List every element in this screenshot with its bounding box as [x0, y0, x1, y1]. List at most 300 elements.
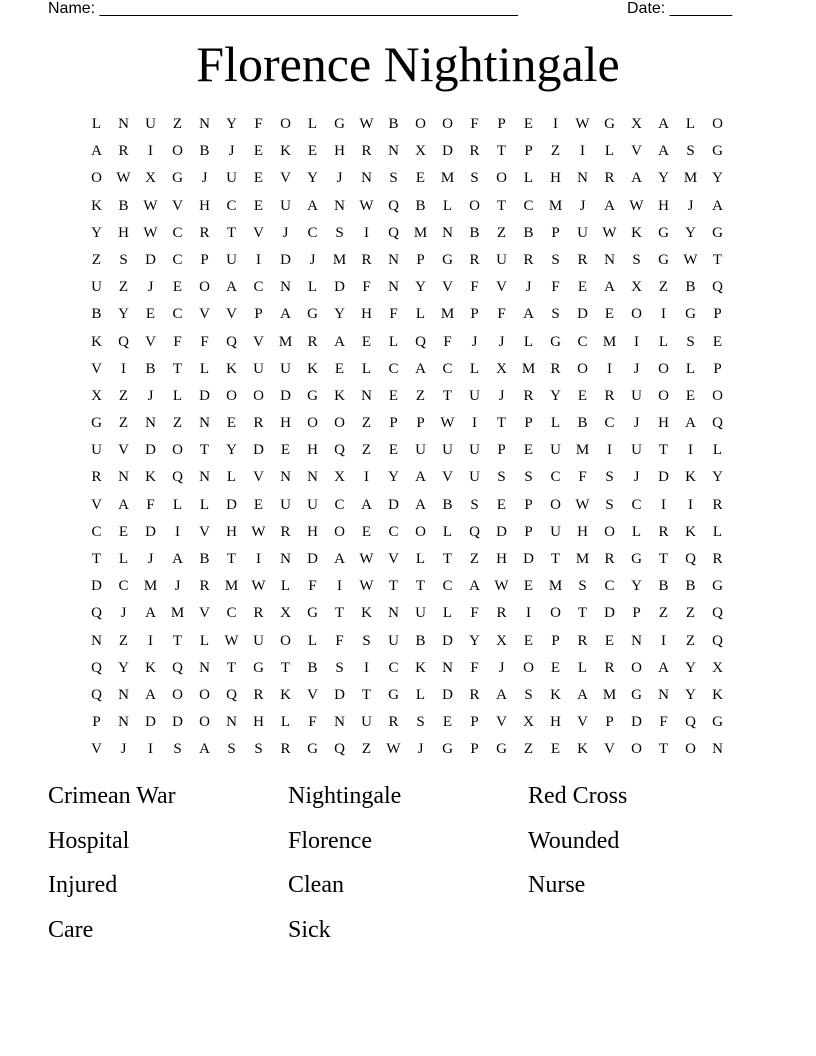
grid-letter[interactable]: S: [551, 251, 560, 268]
grid-letter[interactable]: J: [498, 387, 505, 404]
grid-letter[interactable]: E: [253, 496, 264, 513]
grid-letter[interactable]: L: [118, 551, 129, 567]
grid-letter[interactable]: A: [523, 306, 534, 323]
grid-letter[interactable]: N: [361, 387, 372, 404]
grid-letter[interactable]: J: [120, 605, 127, 622]
grid-letter[interactable]: P: [605, 714, 614, 731]
grid-letter[interactable]: T: [334, 605, 345, 622]
grid-letter[interactable]: C: [334, 496, 345, 513]
grid-letter[interactable]: Z: [658, 279, 669, 296]
grid-letter[interactable]: D: [280, 387, 291, 404]
grid-letter[interactable]: L: [307, 279, 318, 296]
grid-letter[interactable]: N: [334, 197, 345, 214]
grid-letter[interactable]: N: [199, 415, 210, 432]
grid-letter[interactable]: I: [364, 224, 369, 241]
grid-letter[interactable]: O: [91, 170, 102, 187]
grid-letter[interactable]: T: [280, 659, 291, 676]
grid-letter[interactable]: C: [226, 197, 237, 214]
grid-letter[interactable]: N: [388, 251, 399, 268]
grid-letter[interactable]: Q: [415, 333, 426, 350]
grid-letter[interactable]: Z: [118, 415, 129, 432]
grid-letter[interactable]: F: [389, 306, 398, 323]
grid-letter[interactable]: K: [550, 686, 561, 703]
grid-letter[interactable]: K: [280, 143, 291, 160]
grid-letter[interactable]: Y: [712, 170, 723, 187]
grid-letter[interactable]: U: [415, 442, 426, 459]
grid-letter[interactable]: L: [361, 360, 372, 377]
grid-letter[interactable]: M: [575, 551, 590, 567]
grid-letter[interactable]: X: [631, 116, 642, 132]
grid-letter[interactable]: K: [280, 686, 291, 703]
grid-letter[interactable]: W: [359, 578, 374, 595]
grid-letter[interactable]: Q: [712, 605, 723, 622]
grid-letter[interactable]: D: [442, 632, 453, 649]
grid-letter[interactable]: V: [496, 714, 507, 731]
grid-letter[interactable]: K: [334, 387, 345, 404]
grid-letter[interactable]: T: [442, 387, 453, 404]
grid-letter[interactable]: L: [415, 551, 426, 567]
grid-letter[interactable]: U: [415, 605, 426, 622]
grid-letter[interactable]: S: [119, 251, 128, 268]
grid-letter[interactable]: E: [577, 279, 588, 296]
grid-letter[interactable]: L: [172, 496, 183, 513]
grid-letter[interactable]: L: [577, 659, 588, 676]
grid-letter[interactable]: U: [469, 442, 480, 459]
grid-letter[interactable]: Q: [388, 224, 399, 241]
grid-letter[interactable]: H: [658, 197, 669, 214]
grid-letter[interactable]: I: [148, 143, 153, 160]
grid-letter[interactable]: G: [712, 143, 723, 160]
grid-letter[interactable]: U: [577, 224, 588, 241]
grid-letter[interactable]: J: [120, 741, 127, 758]
grid-letter[interactable]: E: [523, 116, 534, 132]
grid-letter[interactable]: N: [604, 251, 615, 268]
grid-letter[interactable]: Z: [91, 251, 102, 268]
grid-letter[interactable]: U: [253, 360, 264, 377]
grid-letter[interactable]: U: [280, 496, 291, 513]
grid-letter[interactable]: L: [172, 387, 183, 404]
grid-letter[interactable]: W: [494, 578, 509, 595]
grid-letter[interactable]: M: [683, 170, 698, 187]
grid-letter[interactable]: J: [579, 197, 586, 214]
grid-letter[interactable]: E: [577, 387, 588, 404]
grid-letter[interactable]: N: [442, 224, 453, 241]
grid-letter[interactable]: J: [417, 741, 424, 758]
grid-letter[interactable]: P: [470, 714, 479, 731]
grid-letter[interactable]: I: [472, 415, 477, 432]
grid-letter[interactable]: J: [336, 170, 343, 187]
grid-letter[interactable]: L: [631, 523, 642, 540]
grid-letter[interactable]: X: [496, 360, 507, 377]
grid-letter[interactable]: C: [388, 523, 399, 540]
grid-letter[interactable]: I: [175, 523, 180, 540]
grid-letter[interactable]: V: [388, 551, 399, 567]
grid-letter[interactable]: V: [307, 686, 318, 703]
grid-letter[interactable]: H: [577, 523, 588, 540]
grid-letter[interactable]: T: [442, 551, 453, 567]
grid-letter[interactable]: P: [470, 306, 479, 323]
grid-letter[interactable]: Q: [685, 551, 696, 567]
grid-letter[interactable]: C: [604, 415, 615, 432]
grid-letter[interactable]: A: [415, 496, 426, 513]
grid-letter[interactable]: L: [685, 116, 696, 132]
grid-letter[interactable]: B: [388, 116, 399, 132]
grid-letter[interactable]: R: [280, 741, 291, 758]
grid-letter[interactable]: R: [604, 551, 615, 567]
grid-letter[interactable]: L: [280, 714, 291, 731]
grid-letter[interactable]: Q: [388, 197, 399, 214]
grid-letter[interactable]: J: [147, 387, 154, 404]
grid-letter[interactable]: R: [118, 143, 129, 160]
grid-letter[interactable]: E: [145, 306, 156, 323]
grid-letter[interactable]: H: [361, 306, 372, 323]
grid-letter[interactable]: K: [91, 197, 102, 214]
grid-letter[interactable]: D: [253, 442, 264, 459]
grid-letter[interactable]: T: [226, 659, 237, 676]
grid-letter[interactable]: E: [685, 387, 696, 404]
grid-letter[interactable]: N: [118, 116, 129, 132]
grid-letter[interactable]: A: [604, 197, 615, 214]
grid-letter[interactable]: C: [118, 578, 129, 595]
grid-letter[interactable]: K: [685, 469, 696, 486]
grid-letter[interactable]: D: [307, 551, 318, 567]
grid-letter[interactable]: N: [388, 605, 399, 622]
grid-letter[interactable]: O: [442, 116, 453, 132]
grid-letter[interactable]: I: [688, 496, 693, 513]
grid-letter[interactable]: E: [253, 197, 264, 214]
grid-letter[interactable]: F: [470, 116, 479, 132]
grid-letter[interactable]: Q: [334, 741, 345, 758]
grid-letter[interactable]: N: [226, 714, 237, 731]
grid-letter[interactable]: S: [389, 170, 398, 187]
grid-letter[interactable]: C: [172, 306, 183, 323]
grid-letter[interactable]: F: [308, 578, 317, 595]
grid-letter[interactable]: M: [170, 605, 185, 622]
grid-letter[interactable]: P: [632, 605, 641, 622]
grid-letter[interactable]: P: [470, 741, 479, 758]
grid-letter[interactable]: T: [658, 551, 669, 567]
grid-letter[interactable]: Y: [226, 442, 237, 459]
grid-letter[interactable]: A: [199, 741, 210, 758]
grid-letter[interactable]: I: [688, 442, 693, 459]
grid-letter[interactable]: I: [121, 360, 126, 377]
grid-letter[interactable]: D: [91, 578, 102, 595]
grid-letter[interactable]: D: [199, 387, 210, 404]
grid-letter[interactable]: Z: [523, 741, 534, 758]
grid-letter[interactable]: S: [551, 306, 560, 323]
grid-letter[interactable]: P: [524, 415, 533, 432]
grid-letter[interactable]: D: [145, 442, 156, 459]
grid-letter[interactable]: G: [631, 551, 642, 567]
grid-letter[interactable]: E: [604, 632, 615, 649]
grid-letter[interactable]: Y: [226, 116, 237, 132]
grid-letter[interactable]: M: [413, 224, 428, 241]
grid-letter[interactable]: G: [712, 714, 723, 731]
grid-letter[interactable]: N: [199, 659, 210, 676]
grid-letter[interactable]: Y: [91, 224, 102, 241]
grid-letter[interactable]: A: [118, 496, 129, 513]
grid-letter[interactable]: D: [577, 306, 588, 323]
grid-letter[interactable]: S: [470, 496, 479, 513]
grid-letter[interactable]: D: [604, 605, 615, 622]
grid-letter[interactable]: E: [415, 170, 426, 187]
grid-letter[interactable]: L: [685, 360, 696, 377]
grid-letter[interactable]: C: [253, 279, 264, 296]
grid-letter[interactable]: Q: [91, 659, 102, 676]
grid-letter[interactable]: C: [442, 578, 453, 595]
grid-letter[interactable]: V: [604, 741, 615, 758]
grid-letter[interactable]: Y: [712, 469, 723, 486]
grid-letter[interactable]: W: [251, 523, 266, 540]
grid-letter[interactable]: H: [118, 224, 129, 241]
grid-letter[interactable]: Q: [226, 686, 237, 703]
grid-letter[interactable]: E: [550, 659, 561, 676]
grid-letter[interactable]: Z: [118, 387, 129, 404]
grid-letter[interactable]: A: [496, 686, 507, 703]
grid-letter[interactable]: H: [307, 442, 318, 459]
grid-letter[interactable]: E: [253, 170, 264, 187]
grid-letter[interactable]: E: [388, 387, 399, 404]
grid-letter[interactable]: I: [256, 251, 261, 268]
grid-letter[interactable]: S: [524, 686, 533, 703]
grid-letter[interactable]: I: [580, 143, 585, 160]
grid-letter[interactable]: K: [91, 333, 102, 350]
grid-letter[interactable]: O: [631, 741, 642, 758]
grid-letter[interactable]: A: [172, 551, 183, 567]
grid-letter[interactable]: A: [685, 415, 696, 432]
grid-letter[interactable]: C: [388, 659, 399, 676]
grid-letter[interactable]: P: [416, 415, 425, 432]
grid-letter[interactable]: A: [577, 686, 588, 703]
grid-letter[interactable]: Y: [118, 659, 129, 676]
grid-letter[interactable]: P: [92, 714, 101, 731]
grid-letter[interactable]: B: [415, 197, 426, 214]
grid-letter[interactable]: F: [362, 279, 371, 296]
grid-letter[interactable]: E: [280, 442, 291, 459]
grid-letter[interactable]: R: [253, 686, 264, 703]
grid-letter[interactable]: K: [577, 741, 588, 758]
grid-letter[interactable]: S: [632, 251, 641, 268]
grid-letter[interactable]: I: [553, 116, 558, 132]
grid-letter[interactable]: O: [496, 170, 507, 187]
grid-letter[interactable]: O: [226, 387, 237, 404]
grid-letter[interactable]: U: [145, 116, 156, 132]
grid-letter[interactable]: Q: [172, 469, 183, 486]
grid-letter[interactable]: N: [280, 469, 291, 486]
grid-letter[interactable]: G: [442, 251, 453, 268]
grid-letter[interactable]: R: [712, 551, 723, 567]
grid-letter[interactable]: O: [658, 360, 669, 377]
grid-letter[interactable]: N: [334, 714, 345, 731]
grid-letter[interactable]: G: [253, 659, 264, 676]
grid-letter[interactable]: N: [388, 143, 399, 160]
grid-letter[interactable]: Y: [334, 306, 345, 323]
grid-letter[interactable]: W: [359, 551, 374, 567]
grid-letter[interactable]: G: [685, 306, 696, 323]
grid-letter[interactable]: K: [226, 360, 237, 377]
grid-letter[interactable]: M: [602, 686, 617, 703]
grid-letter[interactable]: T: [577, 605, 588, 622]
grid-letter[interactable]: T: [361, 686, 372, 703]
grid-letter[interactable]: F: [173, 333, 182, 350]
grid-letter[interactable]: D: [145, 523, 156, 540]
grid-letter[interactable]: V: [442, 279, 453, 296]
grid-letter[interactable]: A: [280, 306, 291, 323]
grid-letter[interactable]: R: [604, 387, 615, 404]
grid-letter[interactable]: Y: [307, 170, 318, 187]
grid-letter[interactable]: U: [631, 442, 642, 459]
grid-letter[interactable]: V: [199, 523, 210, 540]
grid-letter[interactable]: Y: [469, 632, 480, 649]
grid-letter[interactable]: X: [496, 632, 507, 649]
grid-letter[interactable]: Y: [631, 578, 642, 595]
grid-letter[interactable]: R: [712, 496, 723, 513]
grid-letter[interactable]: D: [442, 143, 453, 160]
grid-letter[interactable]: D: [172, 714, 183, 731]
grid-letter[interactable]: E: [523, 632, 534, 649]
grid-letter[interactable]: P: [524, 496, 533, 513]
grid-letter[interactable]: H: [550, 714, 561, 731]
grid-letter[interactable]: C: [172, 251, 183, 268]
grid-letter[interactable]: L: [523, 333, 534, 350]
grid-letter[interactable]: W: [143, 224, 158, 241]
grid-letter[interactable]: A: [334, 551, 345, 567]
grid-letter[interactable]: K: [307, 360, 318, 377]
grid-letter[interactable]: P: [416, 251, 425, 268]
grid-letter[interactable]: P: [551, 224, 560, 241]
grid-letter[interactable]: X: [523, 714, 534, 731]
date-field[interactable]: Date: _______: [627, 0, 732, 17]
grid-letter[interactable]: X: [631, 279, 642, 296]
grid-letter[interactable]: G: [307, 605, 318, 622]
grid-letter[interactable]: M: [440, 170, 455, 187]
grid-letter[interactable]: O: [172, 686, 183, 703]
grid-letter[interactable]: L: [199, 360, 210, 377]
grid-letter[interactable]: R: [577, 251, 588, 268]
grid-letter[interactable]: O: [253, 387, 264, 404]
grid-letter[interactable]: V: [91, 496, 102, 513]
grid-letter[interactable]: D: [442, 686, 453, 703]
grid-letter[interactable]: W: [575, 116, 590, 132]
grid-letter[interactable]: H: [226, 523, 237, 540]
grid-letter[interactable]: L: [658, 333, 669, 350]
grid-letter[interactable]: C: [550, 469, 561, 486]
grid-letter[interactable]: T: [91, 551, 102, 567]
grid-letter[interactable]: L: [550, 415, 561, 432]
grid-letter[interactable]: Z: [685, 632, 696, 649]
grid-letter[interactable]: O: [199, 714, 210, 731]
grid-letter[interactable]: N: [361, 170, 372, 187]
grid-letter[interactable]: I: [661, 632, 666, 649]
grid-letter[interactable]: N: [145, 415, 156, 432]
grid-letter[interactable]: P: [200, 251, 209, 268]
grid-letter[interactable]: I: [634, 333, 639, 350]
grid-letter[interactable]: I: [148, 741, 153, 758]
grid-letter[interactable]: U: [226, 170, 237, 187]
grid-letter[interactable]: V: [226, 306, 237, 323]
grid-letter[interactable]: S: [416, 714, 425, 731]
grid-letter[interactable]: G: [658, 251, 669, 268]
grid-letter[interactable]: E: [388, 442, 399, 459]
grid-letter[interactable]: R: [577, 632, 588, 649]
grid-letter[interactable]: W: [386, 741, 401, 758]
grid-letter[interactable]: W: [359, 197, 374, 214]
grid-letter[interactable]: W: [143, 197, 158, 214]
grid-letter[interactable]: A: [226, 279, 237, 296]
grid-letter[interactable]: G: [442, 741, 453, 758]
grid-letter[interactable]: Q: [334, 442, 345, 459]
grid-letter[interactable]: R: [469, 143, 480, 160]
grid-letter[interactable]: Q: [712, 632, 723, 649]
grid-letter[interactable]: D: [226, 496, 237, 513]
grid-letter[interactable]: H: [253, 714, 264, 731]
grid-letter[interactable]: C: [604, 578, 615, 595]
grid-letter[interactable]: F: [443, 333, 452, 350]
grid-letter[interactable]: U: [496, 251, 507, 268]
grid-letter[interactable]: A: [658, 116, 669, 132]
grid-letter[interactable]: J: [498, 659, 505, 676]
grid-letter[interactable]: W: [629, 197, 644, 214]
grid-letter[interactable]: V: [91, 741, 102, 758]
grid-letter[interactable]: Z: [361, 442, 372, 459]
grid-letter[interactable]: S: [686, 333, 695, 350]
grid-letter[interactable]: G: [172, 170, 183, 187]
grid-letter[interactable]: L: [604, 143, 615, 160]
grid-letter[interactable]: I: [364, 659, 369, 676]
grid-letter[interactable]: R: [388, 714, 399, 731]
grid-letter[interactable]: C: [523, 197, 534, 214]
grid-letter[interactable]: S: [254, 741, 263, 758]
grid-letter[interactable]: B: [577, 415, 588, 432]
grid-letter[interactable]: J: [309, 251, 316, 268]
grid-letter[interactable]: J: [471, 333, 478, 350]
grid-letter[interactable]: D: [388, 496, 399, 513]
grid-letter[interactable]: U: [253, 632, 264, 649]
grid-letter[interactable]: A: [145, 605, 156, 622]
grid-letter[interactable]: I: [364, 469, 369, 486]
grid-letter[interactable]: U: [280, 360, 291, 377]
grid-letter[interactable]: M: [521, 360, 536, 377]
grid-letter[interactable]: B: [199, 551, 210, 567]
grid-letter[interactable]: T: [226, 224, 237, 241]
grid-letter[interactable]: N: [388, 279, 399, 296]
grid-letter[interactable]: U: [388, 632, 399, 649]
grid-letter[interactable]: O: [334, 415, 345, 432]
grid-letter[interactable]: Z: [685, 605, 696, 622]
grid-letter[interactable]: N: [577, 170, 588, 187]
grid-letter[interactable]: R: [658, 523, 669, 540]
grid-letter[interactable]: M: [332, 251, 347, 268]
grid-letter[interactable]: R: [361, 251, 372, 268]
grid-letter[interactable]: H: [280, 415, 291, 432]
grid-letter[interactable]: Q: [226, 333, 237, 350]
grid-letter[interactable]: R: [253, 605, 264, 622]
grid-letter[interactable]: U: [469, 387, 480, 404]
grid-letter[interactable]: A: [658, 659, 669, 676]
grid-letter[interactable]: R: [523, 251, 534, 268]
grid-letter[interactable]: E: [523, 578, 534, 595]
grid-letter[interactable]: D: [658, 469, 669, 486]
grid-letter[interactable]: M: [224, 578, 239, 595]
grid-letter[interactable]: A: [145, 686, 156, 703]
grid-letter[interactable]: L: [199, 496, 210, 513]
grid-letter[interactable]: U: [226, 251, 237, 268]
grid-letter[interactable]: R: [496, 605, 507, 622]
grid-letter[interactable]: X: [91, 387, 102, 404]
grid-letter[interactable]: X: [280, 605, 291, 622]
grid-letter[interactable]: Z: [172, 415, 183, 432]
grid-letter[interactable]: E: [172, 279, 183, 296]
